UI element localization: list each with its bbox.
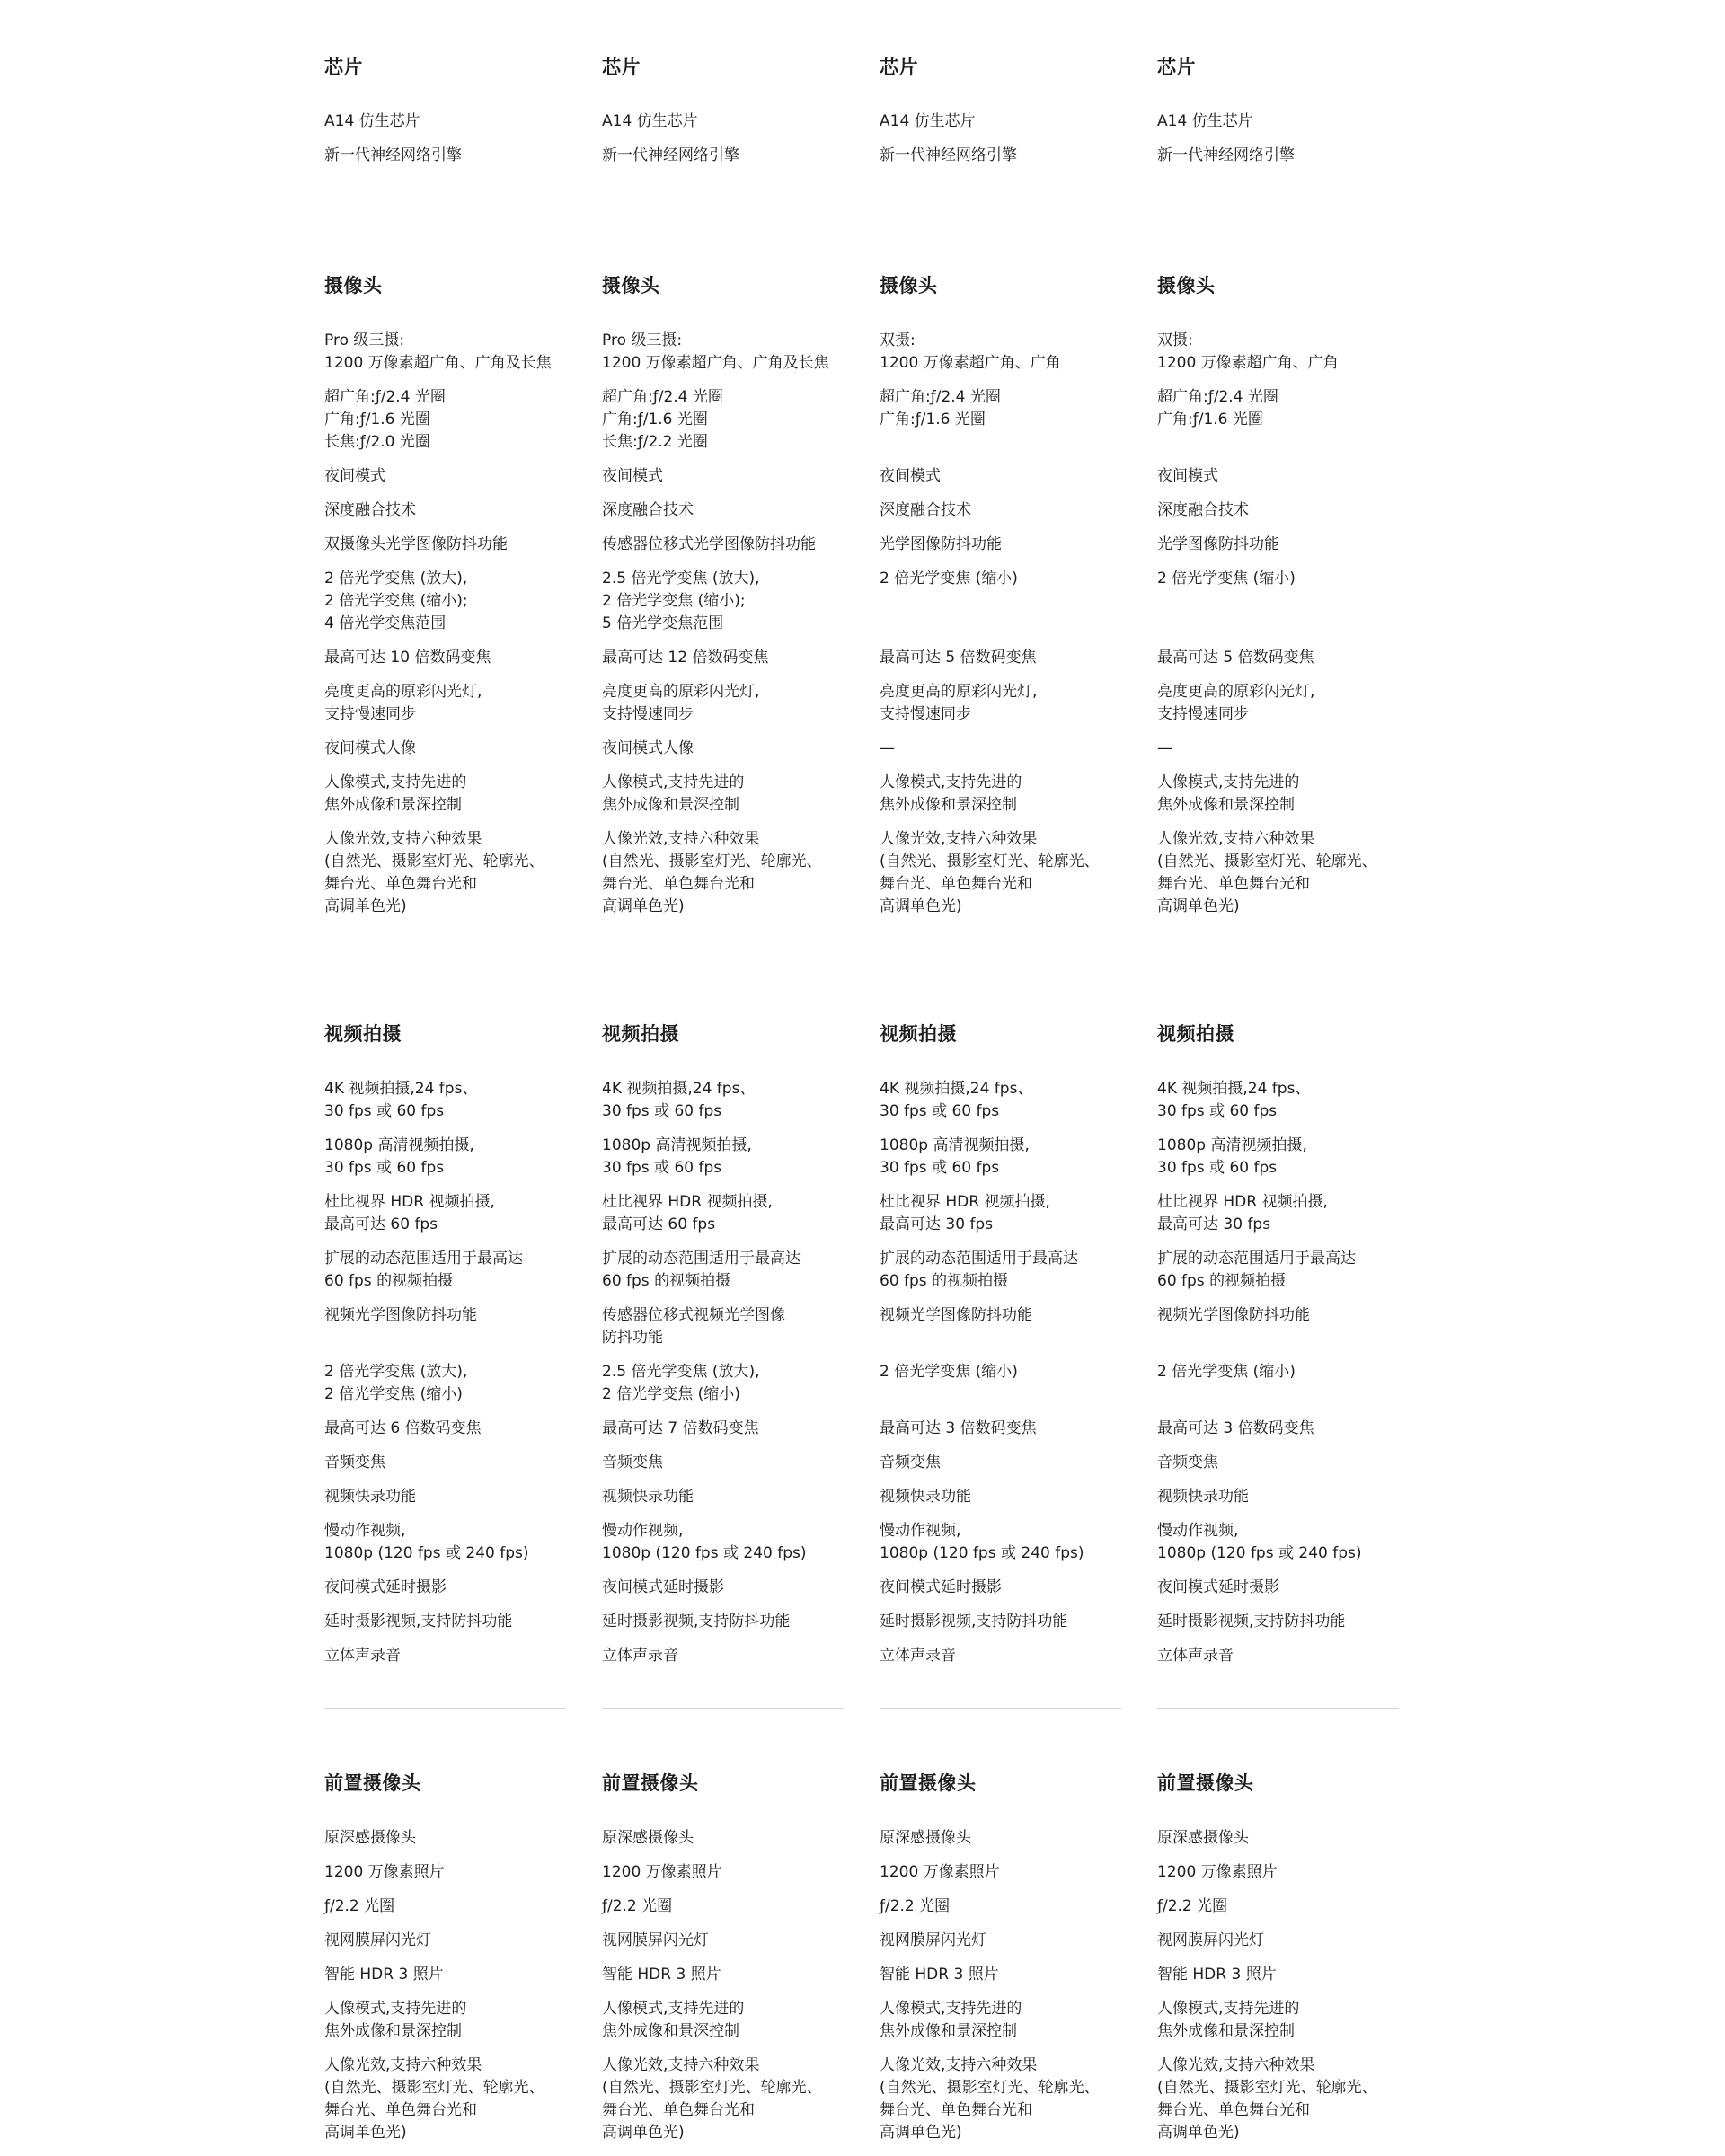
front-camera-list [880, 1827, 1121, 2144]
spec-item: 1080p 高清视频拍摄, 30 fps 或 60 fps [602, 1136, 752, 1177]
video-list [880, 1078, 1121, 1667]
front-camera-list [602, 1827, 844, 2144]
spec-item: ƒ/2.2 光圈 [880, 1897, 951, 1915]
spec-item: 2 倍光学变焦 (缩小) [880, 1363, 1018, 1381]
spec-item: 人像光效,支持六种效果 (自然光、摄影室灯光、轮廓光、 舞台光、单色舞台光和 高调单色光) [602, 830, 822, 915]
spec-item: 4K 视频拍摄,24 fps、 30 fps 或 60 fps [324, 1080, 478, 1120]
spec-item: 原深感摄像头 [1157, 1829, 1249, 1847]
spec-item: 亮度更高的原彩闪光灯, 支持慢速同步 [1157, 683, 1315, 723]
spec-item: 最高可达 5 倍数码变焦 [1157, 649, 1314, 667]
spec-item: 夜间模式人像 [324, 739, 416, 757]
spec-item: 立体声录音 [324, 1647, 401, 1665]
spec-item: 视网膜屏闪光灯 [880, 1931, 986, 1949]
section-camera [602, 208, 844, 959]
spec-item: 最高可达 10 倍数码变焦 [324, 649, 491, 667]
spec-item: 最高可达 12 倍数码变焦 [602, 649, 769, 667]
spec-item: 慢动作视频, 1080p (120 fps 或 240 fps) [1157, 1522, 1362, 1562]
spec-item: 夜间模式人像 [602, 739, 694, 757]
section-front-camera [324, 1709, 566, 2144]
chip-list [880, 110, 1121, 167]
spec-item: 人像模式,支持先进的 焦外成像和景深控制 [324, 773, 467, 814]
spec-item: 立体声录音 [602, 1647, 678, 1665]
camera-list [1157, 330, 1399, 918]
camera-list [880, 330, 1121, 918]
spec-item: 4K 视频拍摄,24 fps、 30 fps 或 60 fps [1157, 1080, 1311, 1120]
spec-item: 人像光效,支持六种效果 (自然光、摄影室灯光、轮廓光、 舞台光、单色舞台光和 高调单色光) [324, 2056, 544, 2142]
section-title-video: 视频拍摄 [602, 1023, 679, 1045]
compare-column-4 [1157, 0, 1399, 2156]
spec-item: 慢动作视频, 1080p (120 fps 或 240 fps) [602, 1522, 807, 1562]
spec-item: 2 倍光学变焦 (放大), 2 倍光学变焦 (缩小) [324, 1363, 468, 1403]
section-title-front-camera: 前置摄像头 [880, 1772, 977, 1794]
spec-item: 夜间模式 [602, 467, 663, 485]
spec-item: 原深感摄像头 [880, 1829, 971, 1847]
section-chip [602, 0, 844, 208]
spec-item: 最高可达 3 倍数码变焦 [1157, 1419, 1314, 1437]
spec-item: 延时摄影视频,支持防抖功能 [1157, 1613, 1346, 1630]
spec-item: 视频光学图像防抖功能 [324, 1306, 477, 1324]
spec-item: 人像模式,支持先进的 焦外成像和景深控制 [880, 2000, 1022, 2040]
section-title-chip: 芯片 [324, 57, 363, 78]
spec-item: 杜比视界 HDR 视频拍摄, 最高可达 30 fps [1157, 1193, 1328, 1233]
spec-item: 深度融合技术 [602, 501, 694, 519]
spec-item: 双摄像头光学图像防抖功能 [324, 535, 508, 553]
spec-item: 扩展的动态范围适用于最高达 60 fps 的视频拍摄 [1157, 1250, 1356, 1290]
spec-item: 智能 HDR 3 照片 [602, 1966, 721, 1984]
spec-item: 视频快录功能 [1157, 1488, 1249, 1506]
section-camera [324, 208, 566, 959]
camera-list [324, 330, 566, 918]
spec-item: 人像光效,支持六种效果 (自然光、摄影室灯光、轮廓光、 舞台光、单色舞台光和 高调单色光) [880, 830, 1100, 915]
spec-item: 人像模式,支持先进的 焦外成像和景深控制 [324, 2000, 467, 2040]
spec-item: 原深感摄像头 [602, 1829, 694, 1847]
spec-item: Pro 级三摄: 1200 万像素超广角、广角及长焦 [324, 331, 552, 372]
spec-item: A14 仿生芯片 [602, 112, 698, 130]
spec-item: 新一代神经网络引擎 [1157, 146, 1295, 164]
spec-item: 1200 万像素照片 [324, 1863, 445, 1881]
spec-item: 杜比视界 HDR 视频拍摄, 最高可达 30 fps [880, 1193, 1050, 1233]
section-chip [880, 0, 1121, 208]
spec-item: 视频快录功能 [602, 1488, 694, 1506]
spec-item: 2 倍光学变焦 (缩小) [880, 570, 1018, 588]
spec-item: 光学图像防抖功能 [880, 535, 1002, 553]
spec-item: 深度融合技术 [324, 501, 416, 519]
spec-item: 人像光效,支持六种效果 (自然光、摄影室灯光、轮廓光、 舞台光、单色舞台光和 高调单色光) [602, 2056, 822, 2142]
spec-item: 慢动作视频, 1080p (120 fps 或 240 fps) [324, 1522, 529, 1562]
spec-item: 2 倍光学变焦 (放大), 2 倍光学变焦 (缩小); 4 倍光学变焦范围 [324, 570, 468, 632]
front-camera-list [1157, 1827, 1399, 2144]
video-list [324, 1078, 566, 1667]
spec-item: 慢动作视频, 1080p (120 fps 或 240 fps) [880, 1522, 1084, 1562]
spec-item: 1200 万像素照片 [880, 1863, 1000, 1881]
spec-item: 双摄: 1200 万像素超广角、广角 [1157, 331, 1339, 372]
camera-list [602, 330, 844, 918]
spec-item: A14 仿生芯片 [1157, 112, 1253, 130]
spec-item: 1080p 高清视频拍摄, 30 fps 或 60 fps [1157, 1136, 1307, 1177]
spec-item: 深度融合技术 [1157, 501, 1249, 519]
spec-item: 智能 HDR 3 照片 [880, 1966, 999, 1984]
spec-item: 1080p 高清视频拍摄, 30 fps 或 60 fps [324, 1136, 474, 1177]
spec-item: 新一代神经网络引擎 [880, 146, 1017, 164]
section-title-video: 视频拍摄 [880, 1023, 957, 1045]
spec-item: 音频变焦 [1157, 1454, 1218, 1471]
spec-item: ƒ/2.2 光圈 [602, 1897, 673, 1915]
spec-item: ƒ/2.2 光圈 [1157, 1897, 1228, 1915]
spec-item: 夜间模式 [1157, 467, 1218, 485]
compare-column-3 [880, 0, 1121, 2156]
section-front-camera [880, 1709, 1121, 2144]
spec-item: 人像光效,支持六种效果 (自然光、摄影室灯光、轮廓光、 舞台光、单色舞台光和 高调单色光) [880, 2056, 1100, 2142]
section-chip [1157, 0, 1399, 208]
spec-item: 亮度更高的原彩闪光灯, 支持慢速同步 [602, 683, 760, 723]
spec-item: 杜比视界 HDR 视频拍摄, 最高可达 60 fps [602, 1193, 773, 1233]
spec-item: 夜间模式延时摄影 [1157, 1578, 1279, 1596]
chip-list [602, 110, 844, 167]
spec-item: 视频光学图像防抖功能 [880, 1306, 1032, 1324]
spec-item: 夜间模式 [880, 467, 941, 485]
spec-item: 2 倍光学变焦 (缩小) [1157, 570, 1296, 588]
spec-item: 智能 HDR 3 照片 [1157, 1966, 1277, 1984]
spec-item: 2 倍光学变焦 (缩小) [1157, 1363, 1296, 1381]
spec-item: 人像光效,支持六种效果 (自然光、摄影室灯光、轮廓光、 舞台光、单色舞台光和 高调单色光) [1157, 830, 1377, 915]
spec-item: ƒ/2.2 光圈 [324, 1897, 395, 1915]
spec-item: 传感器位移式光学图像防抖功能 [602, 535, 816, 553]
spec-item: 音频变焦 [880, 1454, 941, 1471]
spec-item: 人像模式,支持先进的 焦外成像和景深控制 [602, 773, 745, 814]
chip-list [324, 110, 566, 167]
front-camera-list [324, 1827, 566, 2144]
video-list [602, 1078, 844, 1667]
spec-item: 延时摄影视频,支持防抖功能 [324, 1613, 513, 1630]
spec-item: 超广角:ƒ/2.4 光圈 广角:ƒ/1.6 光圈 长焦:ƒ/2.2 光圈 [602, 388, 723, 451]
spec-item: 超广角:ƒ/2.4 光圈 广角:ƒ/1.6 光圈 [880, 388, 1001, 429]
compare-column-2 [602, 0, 844, 2156]
section-front-camera [602, 1709, 844, 2144]
compare-column-1 [324, 0, 566, 2156]
spec-item: 新一代神经网络引擎 [324, 146, 462, 164]
spec-item: 立体声录音 [880, 1647, 956, 1665]
spec-item: 1080p 高清视频拍摄, 30 fps 或 60 fps [880, 1136, 1030, 1177]
spec-item: 人像模式,支持先进的 焦外成像和景深控制 [880, 773, 1022, 814]
spec-item: 延时摄影视频,支持防抖功能 [602, 1613, 791, 1630]
spec-item: 夜间模式延时摄影 [324, 1578, 447, 1596]
spec-item: 夜间模式 [324, 467, 385, 485]
section-chip [324, 0, 566, 208]
spec-item: 视网膜屏闪光灯 [602, 1931, 709, 1949]
spec-item: 夜间模式延时摄影 [880, 1578, 1002, 1596]
spec-item: — [880, 739, 895, 757]
section-title-front-camera: 前置摄像头 [324, 1772, 421, 1794]
spec-item: 传感器位移式视频光学图像 防抖功能 [602, 1306, 785, 1347]
spec-compare-grid [324, 0, 1401, 2156]
spec-item: A14 仿生芯片 [880, 112, 976, 130]
spec-item: 夜间模式延时摄影 [602, 1578, 724, 1596]
section-camera [880, 208, 1121, 959]
spec-item: 人像模式,支持先进的 焦外成像和景深控制 [1157, 2000, 1300, 2040]
spec-item: 亮度更高的原彩闪光灯, 支持慢速同步 [324, 683, 482, 723]
section-camera [1157, 208, 1399, 959]
spec-item: 4K 视频拍摄,24 fps、 30 fps 或 60 fps [602, 1080, 756, 1120]
section-title-chip: 芯片 [880, 57, 918, 78]
spec-item: 1200 万像素照片 [1157, 1863, 1278, 1881]
section-title-video: 视频拍摄 [324, 1023, 402, 1045]
spec-item: 视频快录功能 [880, 1488, 971, 1506]
spec-item: 立体声录音 [1157, 1647, 1234, 1665]
spec-item: 最高可达 6 倍数码变焦 [324, 1419, 482, 1437]
spec-item: 2.5 倍光学变焦 (放大), 2 倍光学变焦 (缩小); 5 倍光学变焦范围 [602, 570, 760, 632]
spec-item: 视网膜屏闪光灯 [1157, 1931, 1264, 1949]
section-title-camera: 摄像头 [1157, 275, 1216, 296]
spec-item: 扩展的动态范围适用于最高达 60 fps 的视频拍摄 [880, 1250, 1078, 1290]
spec-item: 人像模式,支持先进的 焦外成像和景深控制 [602, 2000, 745, 2040]
spec-item: 延时摄影视频,支持防抖功能 [880, 1613, 1068, 1630]
section-title-front-camera: 前置摄像头 [602, 1772, 699, 1794]
spec-item: 人像模式,支持先进的 焦外成像和景深控制 [1157, 773, 1300, 814]
section-title-camera: 摄像头 [324, 275, 383, 296]
spec-item: 杜比视界 HDR 视频拍摄, 最高可达 60 fps [324, 1193, 495, 1233]
section-title-camera: 摄像头 [602, 275, 660, 296]
section-title-chip: 芯片 [1157, 57, 1196, 78]
spec-item: 新一代神经网络引擎 [602, 146, 739, 164]
spec-item: 智能 HDR 3 照片 [324, 1966, 444, 1984]
section-video [1157, 959, 1399, 1709]
section-title-chip: 芯片 [602, 57, 641, 78]
spec-item: 深度融合技术 [880, 501, 971, 519]
section-video [324, 959, 566, 1709]
section-video [602, 959, 844, 1709]
spec-item: A14 仿生芯片 [324, 112, 420, 130]
spec-item: 超广角:ƒ/2.4 光圈 广角:ƒ/1.6 光圈 长焦:ƒ/2.0 光圈 [324, 388, 446, 451]
section-title-camera: 摄像头 [880, 275, 938, 296]
spec-item: 扩展的动态范围适用于最高达 60 fps 的视频拍摄 [602, 1250, 801, 1290]
spec-item: 视频快录功能 [324, 1488, 416, 1506]
spec-item: 双摄: 1200 万像素超广角、广角 [880, 331, 1061, 372]
spec-item: 超广角:ƒ/2.4 光圈 广角:ƒ/1.6 光圈 [1157, 388, 1278, 429]
spec-item: 光学图像防抖功能 [1157, 535, 1279, 553]
spec-item: 最高可达 5 倍数码变焦 [880, 649, 1037, 667]
spec-item: 扩展的动态范围适用于最高达 60 fps 的视频拍摄 [324, 1250, 523, 1290]
spec-item: — [1157, 739, 1172, 757]
spec-item: 视网膜屏闪光灯 [324, 1931, 431, 1949]
spec-item: 2.5 倍光学变焦 (放大), 2 倍光学变焦 (缩小) [602, 1363, 760, 1403]
section-title-front-camera: 前置摄像头 [1157, 1772, 1254, 1794]
spec-item: 人像光效,支持六种效果 (自然光、摄影室灯光、轮廓光、 舞台光、单色舞台光和 高调单色光) [324, 830, 544, 915]
spec-item: 人像光效,支持六种效果 (自然光、摄影室灯光、轮廓光、 舞台光、单色舞台光和 高调单色光) [1157, 2056, 1377, 2142]
chip-list [1157, 110, 1399, 167]
spec-item: 音频变焦 [602, 1454, 663, 1471]
spec-item: 音频变焦 [324, 1454, 385, 1471]
spec-item: 视频光学图像防抖功能 [1157, 1306, 1310, 1324]
section-title-video: 视频拍摄 [1157, 1023, 1234, 1045]
spec-item: 原深感摄像头 [324, 1829, 416, 1847]
spec-item: 最高可达 3 倍数码变焦 [880, 1419, 1037, 1437]
section-front-camera [1157, 1709, 1399, 2144]
video-list [1157, 1078, 1399, 1667]
spec-item: 4K 视频拍摄,24 fps、 30 fps 或 60 fps [880, 1080, 1033, 1120]
spec-item: 1200 万像素照片 [602, 1863, 722, 1881]
section-video [880, 959, 1121, 1709]
spec-item: Pro 级三摄: 1200 万像素超广角、广角及长焦 [602, 331, 829, 372]
spec-item: 最高可达 7 倍数码变焦 [602, 1419, 759, 1437]
spec-item: 亮度更高的原彩闪光灯, 支持慢速同步 [880, 683, 1038, 723]
